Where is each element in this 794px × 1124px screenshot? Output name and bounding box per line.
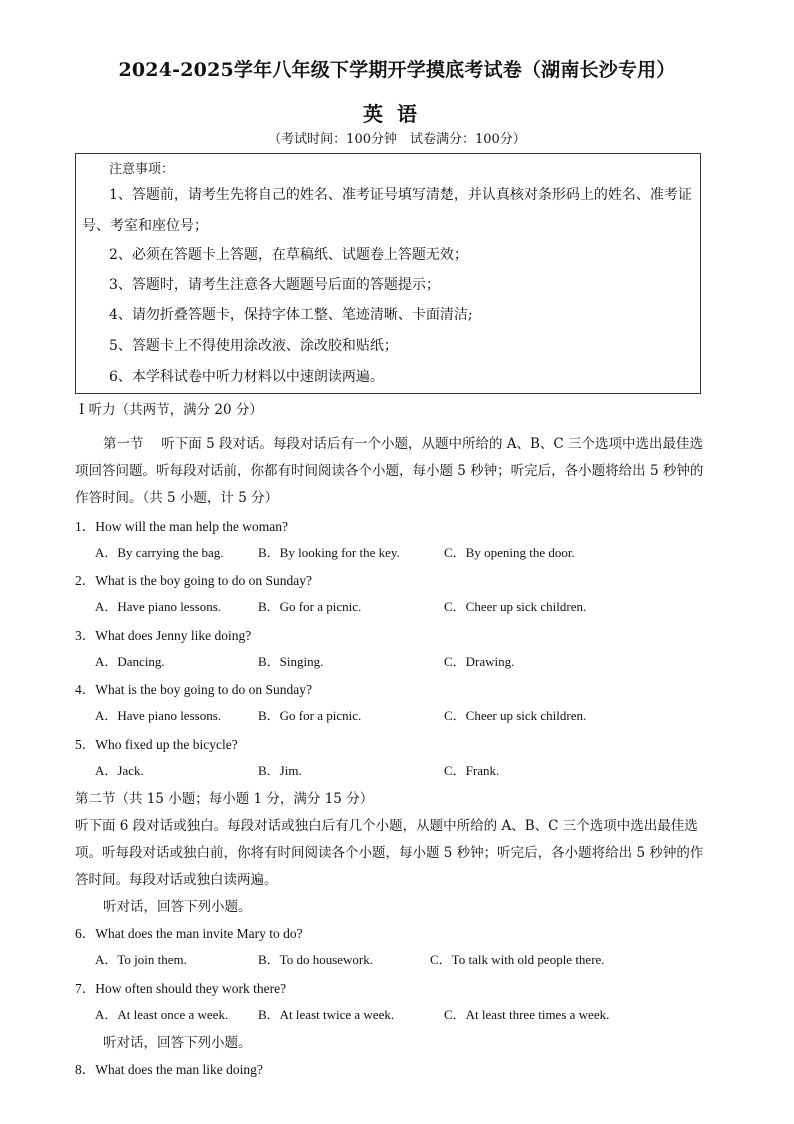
option-b: B．Singing.	[258, 654, 324, 669]
notice-title: 注意事项：	[109, 162, 175, 177]
notice-item-3: 3、答题时，请考生注意各大题题号后面的答题提示；	[109, 277, 440, 293]
section1-instructions-line3: 作答时间。（共 5 小题，计 5 分）	[75, 490, 279, 506]
question-stem: 2．What is the boy going to do on Sunday?	[75, 573, 312, 588]
option-c: C．Cheer up sick children.	[444, 599, 587, 614]
notice-item-1-cont: 号、考室和座位号；	[82, 218, 208, 234]
notice-item-1: 1、答题前，请考生先将自己的姓名、准考证号填写清楚，并认真核对条形码上的姓名、准考证	[109, 187, 692, 203]
option-c: C．By opening the door.	[444, 545, 575, 560]
option-a: A．At least once a week.	[95, 1007, 229, 1022]
option-c: C．Frank.	[444, 763, 500, 778]
notice-item-2: 2、必须在答题卡上答题，在草稿纸、试题卷上答题无效；	[109, 247, 468, 263]
option-c: C．Cheer up sick children.	[444, 708, 587, 723]
option-b: B．By looking for the key.	[258, 545, 400, 560]
option-b: B．Jim.	[258, 763, 302, 778]
option-c: C．To talk with old people there.	[430, 952, 605, 967]
question-stem: 3．What does Jenny like doing?	[75, 628, 252, 643]
dialogue-instruction: 听对话，回答下列小题。	[103, 899, 252, 915]
section2-instructions-line1: 听下面 6 段对话或独白。每段对话或独白后有几个小题，从题中所给的 A、B、C 三个选项中选出最佳选	[75, 818, 698, 834]
option-b: B．To do housework.	[258, 952, 374, 967]
option-a: A．Jack.	[95, 763, 144, 778]
question-stem: 1．How will the man help the woman?	[75, 519, 288, 534]
notice-item-6: 6、本学科试卷中听力材料以中速朗读两遍。	[109, 369, 384, 385]
option-a: A．To join them.	[95, 952, 187, 967]
option-c: C．Drawing.	[444, 654, 515, 669]
question-stem: 5．Who fixed up the bicycle?	[75, 737, 238, 752]
section2-heading: 第二节（共 15 小题；每小题 1 分，满分 15 分）	[75, 791, 374, 807]
exam-info: （考试时间：100分钟 试卷满分：100分）	[268, 132, 526, 147]
section1-instructions-line1: 第一节 听下面 5 段对话。每段对话后有一个小题，从题中所给的 A、B、C 三个选项中选出最佳选	[103, 436, 704, 452]
dialogue-instruction: 听对话，回答下列小题。	[103, 1035, 252, 1051]
option-c: C．At least three times a week.	[444, 1007, 610, 1022]
subject-title: 英语	[363, 102, 431, 126]
part1-heading: Ⅰ 听力（共两节，满分 20 分）	[79, 402, 263, 418]
question-stem: 8．What does the man like doing?	[75, 1062, 263, 1077]
section2-instructions-line3: 答时间。每段对话或独白读两遍。	[75, 872, 278, 888]
section1-instructions-line2: 项回答问题。听每段对话前，你都有时间阅读各个小题，每小题 5 秒钟；听完后，各小题将给出 5 秒钟的	[75, 463, 704, 479]
option-b: B．At least twice a week.	[258, 1007, 395, 1022]
question-stem: 4．What is the boy going to do on Sunday?	[75, 682, 312, 697]
notice-item-5: 5、答题卡上不得使用涂改液、涂改胶和贴纸；	[109, 338, 398, 354]
option-a: A．By carrying the bag.	[95, 545, 224, 560]
option-a: A．Dancing.	[95, 654, 165, 669]
option-b: B．Go for a picnic.	[258, 599, 362, 614]
notice-item-4: 4、请勿折叠答题卡，保持字体工整、笔迹清晰、卡面清洁;	[109, 307, 473, 323]
section2-instructions-line2: 项。听每段对话或独白前，你将有时间阅读各个小题，每小题 5 秒钟；听完后，各小题将给出 5 秒钟的作	[75, 845, 704, 861]
option-b: B．Go for a picnic.	[258, 708, 362, 723]
option-a: A．Have piano lessons.	[95, 708, 222, 723]
notice-box	[75, 153, 701, 394]
question-stem: 7．How often should they work there?	[75, 981, 287, 996]
question-stem: 6．What does the man invite Mary to do?	[75, 926, 303, 941]
option-a: A．Have piano lessons.	[95, 599, 222, 614]
exam-title: 2024-2025学年八年级下学期开学摸底考试卷（湖南长沙专用）	[118, 59, 676, 81]
